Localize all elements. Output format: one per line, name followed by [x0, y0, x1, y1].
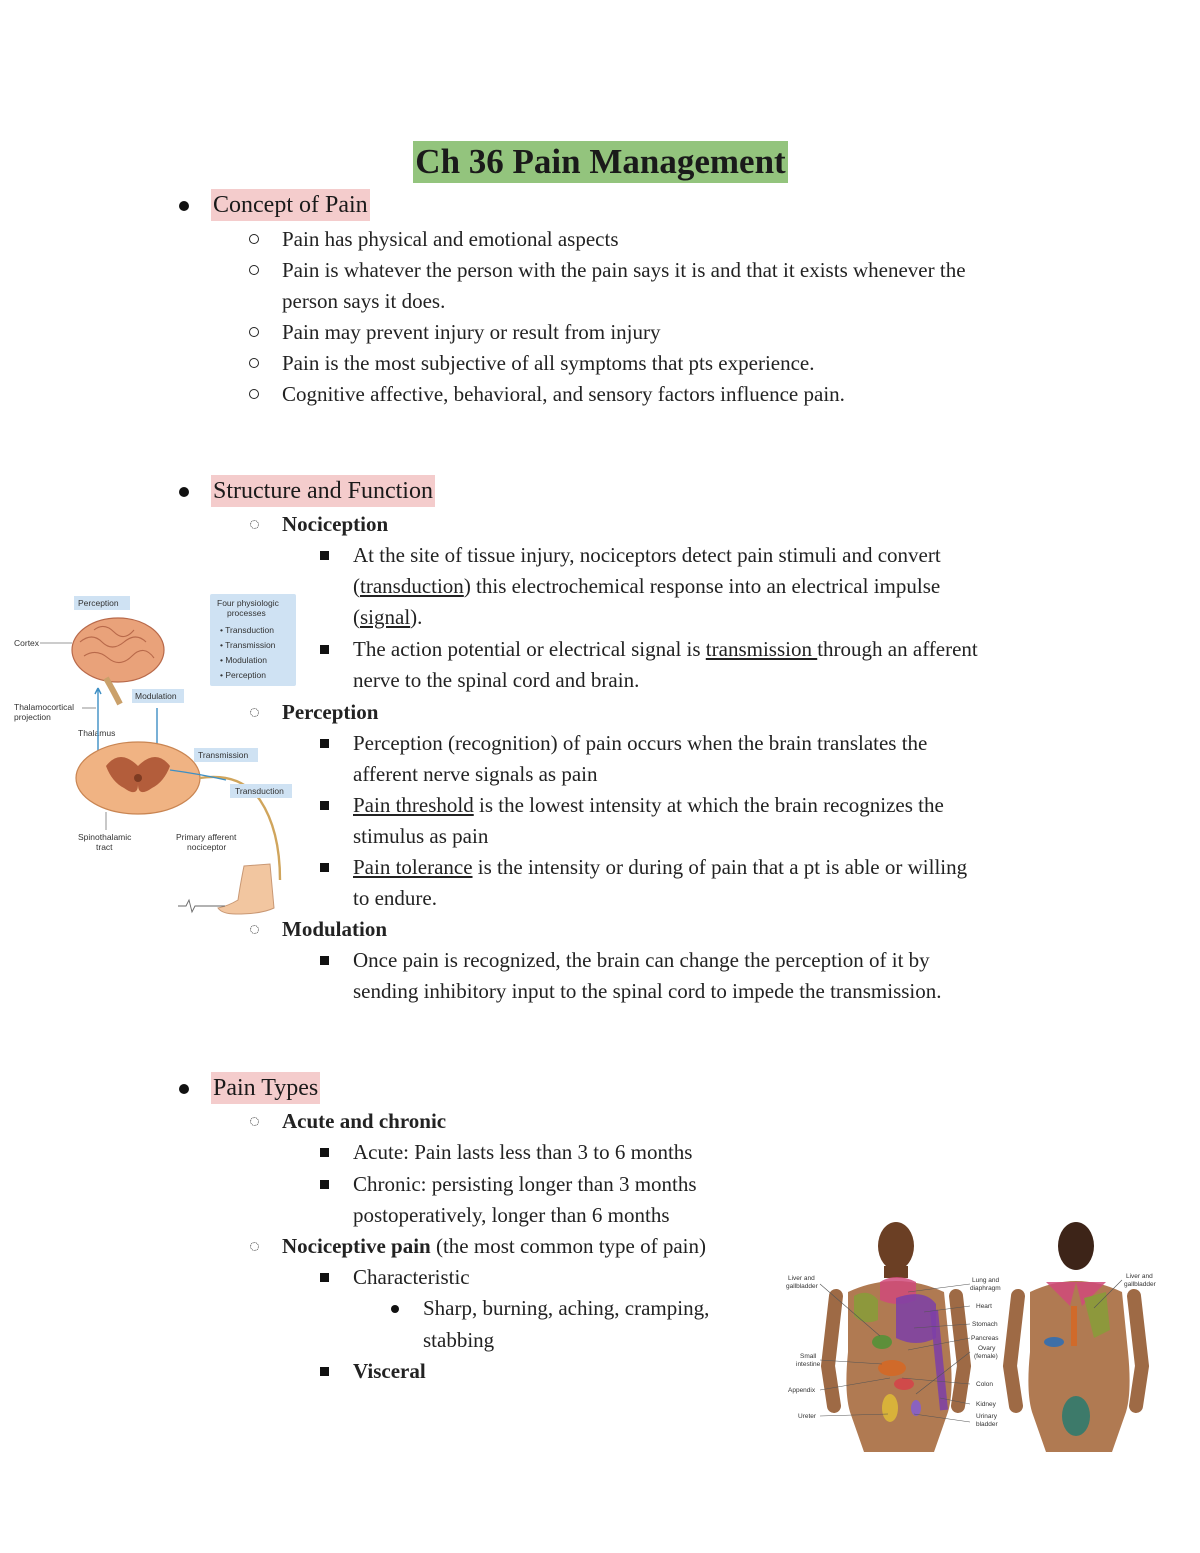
square-bullet	[320, 1367, 329, 1376]
term-transduction: transduction	[360, 574, 464, 598]
square-bullet	[320, 1148, 329, 1157]
label-lung: Lung and diaphragm	[970, 1277, 1001, 1292]
section-bullet	[179, 201, 189, 211]
label-appendix: Appendix	[788, 1387, 816, 1394]
term-signal: signal	[360, 605, 411, 629]
sublist-bullet	[250, 925, 259, 934]
list-item: Once pain is recognized, the brain can change the perception of it by	[353, 948, 930, 972]
list-item-continuation: (transduction) this electrochemical response into an electrical impulse	[353, 574, 941, 598]
label-stomach: Stomach	[972, 1321, 998, 1328]
list-item-continuation: sending inhibitory input to the spinal cord to impede the transmission.	[353, 979, 942, 1003]
term-pain-tolerance: Pain tolerance	[353, 855, 473, 879]
list-item: Characteristic	[353, 1265, 470, 1289]
list-item: Cognitive affective, behavioral, and sensory factors influence pain.	[282, 382, 845, 406]
box-title: Four physiologic processes	[217, 598, 279, 618]
label-liver-back: Liver and gallbladder	[1124, 1273, 1156, 1288]
label-bladder: Urinary bladder	[976, 1413, 998, 1428]
list-bullet	[249, 234, 259, 244]
square-bullet	[320, 863, 329, 872]
list-item-continuation: stabbing	[423, 1328, 495, 1352]
list-bullet	[249, 358, 259, 368]
subheading-nociception: Nociception	[282, 512, 389, 536]
sublist-bullet	[250, 520, 259, 529]
heading-concept-of-pain: Concept of Pain	[211, 189, 370, 221]
box-item: • Perception	[220, 670, 266, 680]
list-item: The action potential or electrical signal is transmission through an afferent	[353, 637, 978, 661]
heading-pain-types: Pain Types	[211, 1072, 320, 1104]
list-item: At the site of tissue injury, nociceptors detect pain stimuli and convert	[353, 543, 941, 567]
sublist-bullet	[250, 1242, 259, 1251]
section-bullet	[179, 487, 189, 497]
square-bullet	[320, 1180, 329, 1189]
square-bullet	[320, 645, 329, 654]
list-item-continuation: postoperatively, longer than 6 months	[353, 1203, 670, 1227]
list-item-continuation: to endure.	[353, 886, 437, 910]
square-bullet	[320, 551, 329, 560]
list-item: Pain has physical and emotional aspects	[282, 227, 619, 251]
box-item: • Transduction	[220, 625, 275, 635]
label-small-intestine: Small intestine	[796, 1353, 821, 1368]
label-liver-front: Liver and gallbladder	[786, 1275, 818, 1290]
referred-pain-diagram	[784, 1218, 1164, 1454]
list-item: Pain tolerance is the intensity or during of pain that a pt is able or willing	[353, 855, 968, 879]
label-colon: Colon	[976, 1381, 993, 1388]
label-ureter: Ureter	[798, 1413, 817, 1420]
label-thalamus: Thalamus	[78, 728, 116, 738]
label-perception: Perception	[78, 598, 119, 608]
square-bullet	[320, 739, 329, 748]
list-item: Pain may prevent injury or result from injury	[282, 320, 661, 344]
square-bullet	[320, 956, 329, 965]
back-body-icon	[1010, 1222, 1142, 1452]
page-title: Ch 36 Pain Management	[413, 141, 788, 183]
list-bullet	[249, 265, 259, 275]
list-item-continuation: nerve to the spinal cord and brain.	[353, 668, 640, 692]
section-bullet	[179, 1084, 189, 1094]
term-pain-threshold: Pain threshold	[353, 793, 474, 817]
subheading-perception: Perception	[282, 700, 379, 724]
brain-icon	[72, 618, 164, 682]
list-bullet	[249, 327, 259, 337]
label-heart: Heart	[976, 1303, 992, 1310]
dot-bullet	[391, 1305, 399, 1313]
sublist-bullet	[250, 1117, 259, 1126]
label-spinothalamic: Spinothalamic tract	[78, 832, 132, 852]
list-item: Pain threshold is the lowest intensity at which the brain recognizes the	[353, 793, 944, 817]
subheading-acute-chronic: Acute and chronic	[282, 1109, 447, 1133]
list-item-continuation: (signal).	[353, 605, 423, 629]
list-item-continuation: stimulus as pain	[353, 824, 489, 848]
list-item: Sharp, burning, aching, cramping,	[423, 1296, 710, 1320]
square-bullet	[320, 1273, 329, 1282]
pain-pathway-diagram	[10, 590, 300, 920]
label-thalamocortical: Thalamocortical projection	[14, 702, 74, 722]
subheading-modulation: Modulation	[282, 917, 388, 941]
list-bullet	[249, 389, 259, 399]
box-item: • Transmission	[220, 640, 276, 650]
label-ovary: Ovary (female)	[974, 1345, 998, 1360]
label-cortex: Cortex	[14, 638, 40, 648]
list-item-continuation: afferent nerve signals as pain	[353, 762, 598, 786]
subheading-nociceptive: Nociceptive pain (the most common type of pain)	[282, 1234, 707, 1258]
list-item: Acute: Pain lasts less than 3 to 6 months	[353, 1140, 693, 1164]
list-item: Pain is the most subjective of all symptoms that pts experience.	[282, 351, 815, 375]
label-modulation: Modulation	[135, 691, 177, 701]
term-transmission: transmission	[705, 637, 818, 661]
list-item-visceral: Visceral	[353, 1359, 426, 1383]
heading-structure-and-function: Structure and Function	[211, 475, 435, 507]
list-item: Chronic: persisting longer than 3 months	[353, 1172, 697, 1196]
label-pancreas: Pancreas	[971, 1335, 999, 1342]
square-bullet	[320, 801, 329, 810]
label-kidney: Kidney	[976, 1401, 996, 1408]
label-transmission: Transmission	[198, 750, 249, 760]
label-primary-afferent: Primary afferent nociceptor	[176, 832, 237, 852]
label-transduction: Transduction	[235, 786, 284, 796]
front-body-icon	[828, 1222, 964, 1452]
list-item-continuation: person says it does.	[282, 289, 446, 313]
foot-icon	[218, 864, 274, 914]
box-item: • Modulation	[220, 655, 267, 665]
list-item: Perception (recognition) of pain occurs when the brain translates the	[353, 731, 928, 755]
list-item: Pain is whatever the person with the pain says it is and that it exists whenever the	[282, 258, 966, 282]
